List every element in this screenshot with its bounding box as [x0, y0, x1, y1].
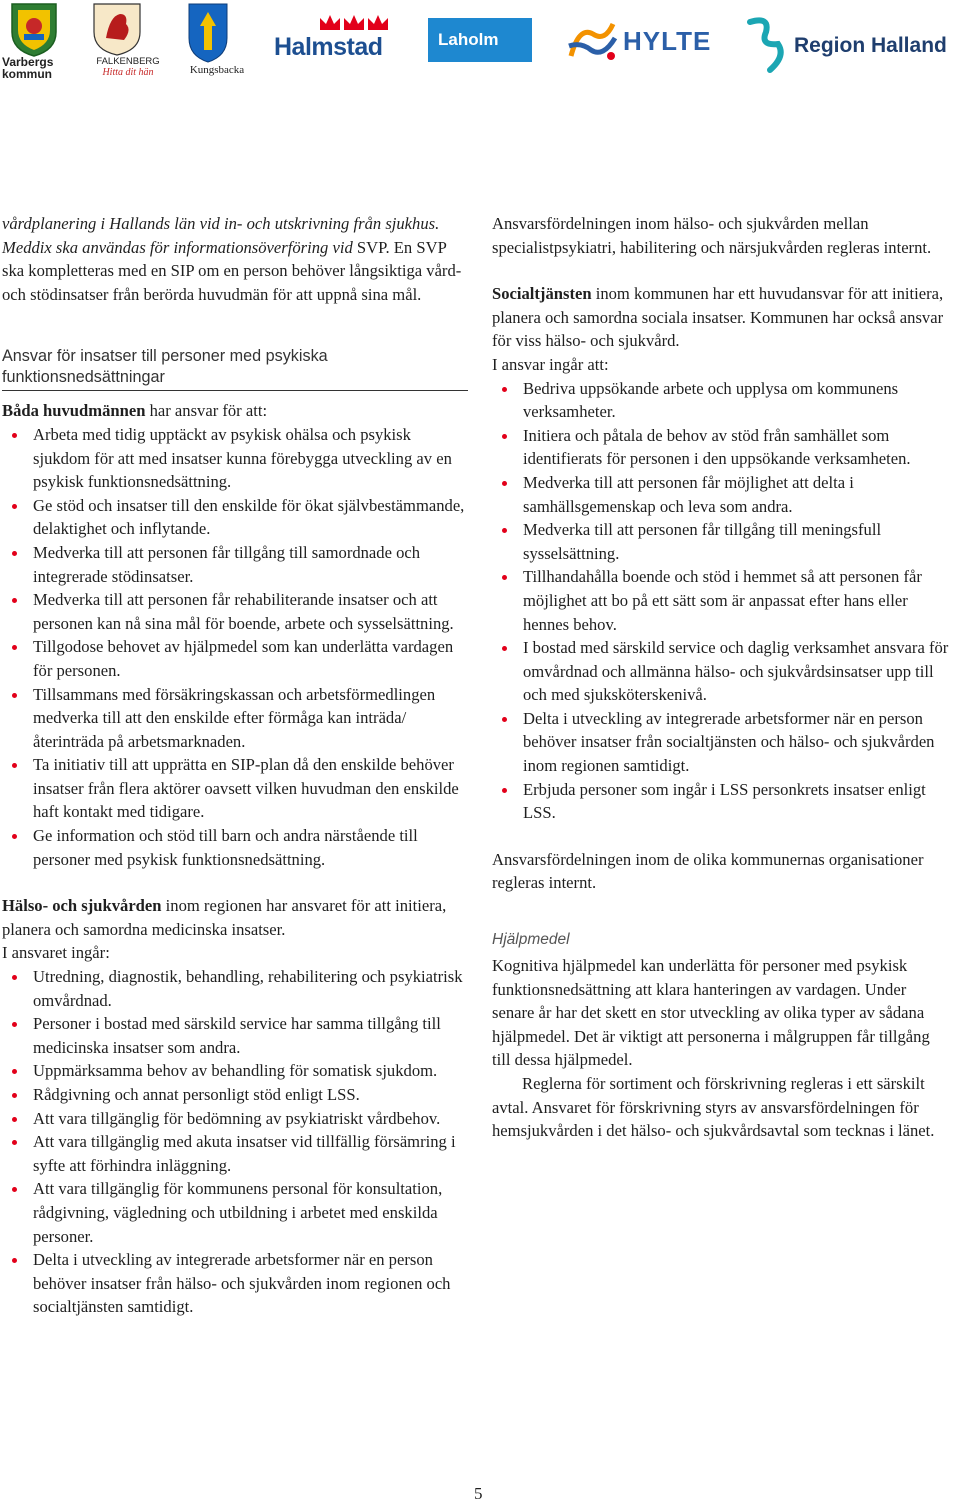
intro-text-italic: vårdplanering i Hallands län vid in- och utskrivning från sjukhus. Meddix ska användas för informationsöverföring vid: [2, 214, 440, 257]
halso-lead: I ansvaret ingår:: [2, 943, 110, 963]
section-heading-psykiska: Ansvar för insatser till personer med psykiska funktionsnedsättningar: [2, 346, 468, 391]
kungsbacka-name: Kungsbacka: [189, 64, 245, 76]
varberg-name-line2: kommun: [2, 67, 53, 81]
both-principals-lead: [2, 399, 468, 423]
varberg-name-line1: Varbergs: [2, 55, 54, 69]
hjalpmedel-paragraph-1: Kognitiva hjälpmedel kan underlätta för personer med psykisk funktionsnedsättning att klara hanteringen av vardagen. Under senare år har det skett en stor utveckling av olika typer av sådana hjälpmedel. Det är viktigt att personerna i målgruppen får tillgång till dessa hjälpmedel.: [492, 956, 930, 1070]
list-item: Delta i utveckling av integrerade arbetsformer när en person behöver insatser från socialtjänsten och hälso- och sjukvården inom regionen samtidigt.: [492, 707, 952, 778]
list-item: Ge information och stöd till barn och andra närstående till personer med psykisk funktionsnedsättning.: [2, 824, 468, 871]
list-item: Medverka till att personen får tillgång till samordnade och integrerade stödinsatser.: [2, 541, 468, 588]
halmstad-name: Halmstad: [274, 33, 383, 61]
list-item: Bedriva uppsökande arbete och upplysa om kommunens verksamheter.: [492, 377, 952, 424]
falkenberg-bird-shield-icon: [88, 2, 146, 56]
list-item: Erbjuda personer som ingår i LSS personkrets insatser enligt LSS.: [492, 778, 952, 825]
falkenberg-slogan: Hitta dit hän: [102, 67, 154, 78]
halmstad-crowns-icon: [274, 12, 399, 32]
halmstad-logo: [274, 12, 399, 62]
varberg-logo: [2, 2, 72, 80]
laholm-logo: [428, 18, 532, 62]
socialtjansten-lead: I ansvar ingår att:: [492, 354, 609, 374]
list-item: Att vara tillgänglig med akuta insatser vid tillfällig försämring i syfte att förhindra inläggning.: [2, 1130, 468, 1177]
list-item: Att vara tillgänglig för kommunens personal för konsultation, rådgivning, vägledning och utbildning i arbetet med enskilda personer.: [2, 1177, 468, 1248]
list-item: Rådgivning och annat personligt stöd enligt LSS.: [2, 1083, 468, 1107]
list-item: Att vara tillgänglig för bedömning av psykiatriskt vårdbehov.: [2, 1107, 468, 1131]
list-item: Tillgodose behovet av hjälpmedel som kan underlätta vardagen för personen.: [2, 635, 468, 682]
falkenberg-logo: [88, 2, 168, 78]
kungsbacka-shield-icon: [186, 2, 230, 64]
list-item: I bostad med särskild service och daglig verksamhet ansvara för omvårdnad och allmänna hälso- och sjukvårdsinsatser upp till och med sjuksköterskenivå.: [492, 636, 952, 707]
both-principals-bold: Båda huvudmännen: [2, 401, 146, 421]
right-column: [492, 212, 952, 1143]
region-halland-wave-icon: [744, 16, 790, 74]
list-item: Ta initiativ till att upprätta en SIP-plan då den enskilde behöver insatser från flera aktörer oavsett vilken huvudman den enskilde haft kontakt med tidigare.: [2, 753, 468, 824]
list-item: Medverka till att personen får rehabiliterande insatser och att personen kan nå sina mål för boende, arbete och sysselsättning.: [2, 588, 468, 635]
socialtjansten-rest: inom kommunen har ett huvudansvar för att initiera, planera och samordna sociala insatser. Kommunen har också ansvar för viss hälso- och sjukvård.: [492, 284, 944, 351]
list-item: Arbeta med tidig upptäckt av psykisk ohälsa och psykisk sjukdom för att med insatser kunna förebygga utveckling av en psykisk funktionsnedsättning.: [2, 423, 468, 494]
socialtjansten-paragraph: [492, 282, 952, 353]
list-item: Uppmärksamma behov av behandling för somatisk sjukdom.: [2, 1059, 468, 1083]
section-heading-hjalpmedel: Hjälpmedel: [492, 931, 570, 949]
region-halland-name: Region Halland: [794, 34, 947, 57]
halso-paragraph: [2, 894, 468, 941]
laholm-name: Laholm: [438, 30, 499, 49]
halso-list: [2, 965, 468, 1319]
list-item: Delta i utveckling av integrerade arbetsformer när en person behöver insatser från hälso- och sjukvården inom regionen och socialtjänsten samtidigt.: [2, 1248, 468, 1319]
list-item: Personer i bostad med särskild service har samma tillgång till medicinska insatser som andra.: [2, 1012, 468, 1059]
hylte-swirl-icon: [565, 20, 619, 64]
hjalpmedel-paragraph-2: Reglerna för sortiment och förskrivning regleras i ett särskilt avtal. Ansvaret för förskrivning styrs av ansvarsfördelningen för hemsjukvården i det hälso- och sjukvårdsavtal som tecknas i länet.: [492, 1074, 935, 1141]
list-item: Tillsammans med försäkringskassan och arbetsförmedlingen medverka till att den enskilde efter förmåga kan inträda/återinträda på arbetsmarknaden.: [2, 683, 468, 754]
intro-text-upright: SVP. En SVP ska kompletteras med en SIP om en person behöver långsiktiga vård- och stödinsatser från berörda huvudmän för att uppnå sina mål.: [2, 237, 462, 304]
list-item: Ge stöd och insatser till den enskilde för ökat självbestämmande, delaktighet och inflytande.: [2, 494, 468, 541]
intro-paragraph: [2, 212, 468, 306]
halso-rest: inom regionen har ansvaret för att initiera, planera och samordna medicinska insatser.: [2, 896, 447, 939]
both-principals-rest: har ansvar för att:: [145, 401, 268, 421]
list-item: Utredning, diagnostik, behandling, rehabilitering och psykiatrisk omvårdnad.: [2, 965, 468, 1012]
list-item: Initiera och påtala de behov av stöd från samhället som identifierats för personen i den uppsökande verksamheten.: [492, 424, 952, 471]
page-number: 5: [474, 1484, 483, 1503]
both-principals-list: [2, 423, 468, 871]
list-item: Tillhandahålla boende och stöd i hemmet så att personen får möjlighet att bo på ett sätt som är anpassat efter hans eller hennes behov.: [492, 565, 952, 636]
varberg-shield-icon: [2, 2, 66, 58]
hylte-name: HYLTE: [623, 26, 712, 56]
left-column: [2, 212, 468, 1319]
list-item: Medverka till att personen får möjlighet att delta i samhällsgemenskap och leva som andra.: [492, 471, 952, 518]
kungsbacka-logo: [186, 2, 248, 76]
specialist-paragraph: Ansvarsfördelningen inom hälso- och sjukvården mellan specialistpsykiatri, habilitering och närsjukvården regleras internt.: [492, 214, 932, 257]
falkenberg-name: FALKENBERG: [96, 56, 160, 67]
socialtjansten-bold: Socialtjänsten: [492, 284, 592, 304]
socialtjansten-list: [492, 377, 952, 825]
halso-bold: Hälso- och sjukvården: [2, 896, 162, 916]
list-item: Medverka till att personen får tillgång till meningsfull sysselsättning.: [492, 518, 952, 565]
kommun-paragraph: Ansvarsfördelningen inom de olika kommunernas organisationer regleras internt.: [492, 849, 924, 893]
logo-bar: [0, 0, 960, 90]
